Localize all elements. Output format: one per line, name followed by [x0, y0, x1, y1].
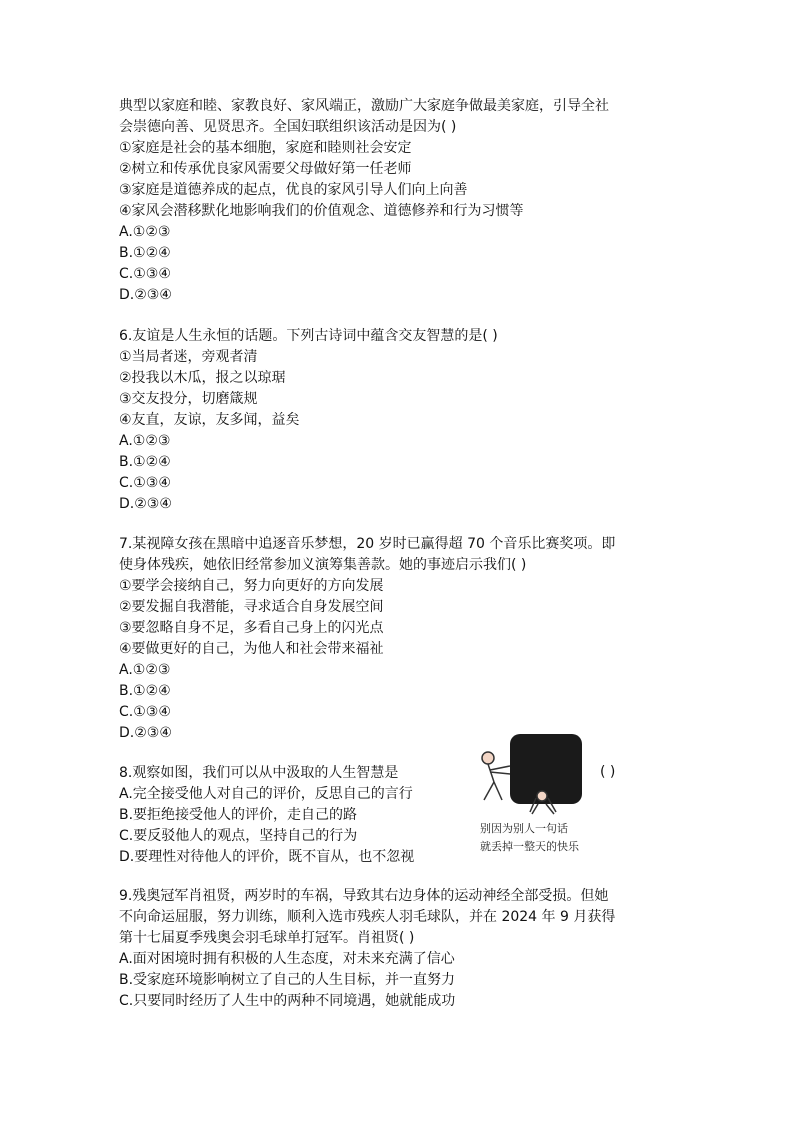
- q9-option-b: B.受家庭环境影响树立了自己的人生目标，并一直努力: [119, 972, 456, 988]
- q8-option-c: C.要反驳他人的观点，坚持自己的行为: [119, 828, 358, 844]
- q6-option-d: D.②③④: [119, 496, 172, 512]
- q9-option-c: C.只要同时经历了人生中的两种不同境遇，她就能成功: [119, 993, 456, 1009]
- q7-stem-line1: 7.某视障女孩在黑暗中追逐音乐梦想，20 岁时已赢得超 70 个音乐比赛奖项。即: [119, 536, 616, 552]
- q6-option-c: C.①③④: [119, 475, 171, 491]
- q9-stem-line2: 不向命运屈服，努力训练，顺利入选市残疾人羽毛球队，并在 2024 年 9 月获得: [119, 909, 616, 925]
- q7-stem-line2: 使身体残疾，她依旧经常参加义演筹集善款。她的事迹启示我们( ): [119, 557, 527, 573]
- q5-option-c: C.①③④: [119, 266, 171, 282]
- q8-option-b: B.要拒绝接受他人的评价，走自己的路: [119, 807, 358, 823]
- q9-stem-line1: 9.残奥冠军肖祖贤，两岁时的车祸，导致其右边身体的运动神经全部受损。但她: [119, 888, 609, 904]
- q5-option-d: D.②③④: [119, 287, 172, 303]
- q7-item-1: ①要学会接纳自己，努力向更好的方向发展: [119, 578, 384, 594]
- q6-item-3: ③交友投分，切磨箴规: [119, 391, 258, 407]
- q6-option-b: B.①②④: [119, 454, 171, 470]
- q5-stem-line2: 会崇德向善、见贤思齐。全国妇联组织该活动是因为( ): [119, 119, 457, 135]
- q5-item-2: ②树立和传承优良家风需要父母做好第一任老师: [119, 161, 412, 177]
- q8-option-a: A.完全接受他人对自己的评价，反思自己的言行: [119, 786, 413, 802]
- q5-item-4: ④家风会潜移默化地影响我们的价值观念、道德修养和行为习惯等: [119, 203, 524, 219]
- cartoon-caption-line2: 就丢掉一整天的快乐: [480, 840, 579, 853]
- q7-item-3: ③要忽略自身不足，多看自己身上的闪光点: [119, 620, 384, 636]
- q9-option-a: A.面对困境时拥有积极的人生态度，对未来充满了信心: [119, 951, 455, 967]
- q8-option-d: D.要理性对待他人的评价，既不盲从，也不忽视: [119, 849, 415, 865]
- q6-option-a: A.①②③: [119, 433, 171, 449]
- q5-option-a: A.①②③: [119, 224, 171, 240]
- q6-item-4: ④友直，友谅，友多闻，益矣: [119, 412, 300, 428]
- q7-option-b: B.①②④: [119, 683, 171, 699]
- q6-item-2: ②投我以木瓜，报之以琼琚: [119, 370, 286, 386]
- q7-option-d: D.②③④: [119, 725, 172, 741]
- q6-stem: 6.友谊是人生永恒的话题。下列古诗词中蕴含交友智慧的是( ): [119, 328, 498, 344]
- q8-answer-paren: ( ): [600, 764, 616, 780]
- q5-option-b: B.①②④: [119, 245, 171, 261]
- q7-option-c: C.①③④: [119, 704, 171, 720]
- q6-item-1: ①当局者迷，旁观者清: [119, 349, 258, 365]
- q9-stem-line3: 第十七届夏季残奥会羽毛球单打冠军。肖祖贤( ): [119, 930, 415, 946]
- q5-item-1: ①家庭是社会的基本细胞，家庭和睦则社会安定: [119, 140, 412, 156]
- q5-item-3: ③家庭是道德养成的起点，优良的家风引导人们向上向善: [119, 182, 468, 198]
- q7-item-4: ④要做更好的自己，为他人和社会带来福祉: [119, 641, 384, 657]
- q5-stem-line1: 典型以家庭和睦、家教良好、家风端正，激励广大家庭争做最美家庭，引导全社: [119, 98, 609, 114]
- q7-option-a: A.①②③: [119, 662, 171, 678]
- pushing-figure: [482, 752, 510, 800]
- q8-stem: 8.观察如图，我们可以从中汲取的人生智慧是: [119, 765, 399, 781]
- cartoon-caption-line1: 别因为别人一句话: [480, 822, 568, 835]
- q7-item-2: ②要发掘自我潜能，寻求适合自身发展空间: [119, 599, 384, 615]
